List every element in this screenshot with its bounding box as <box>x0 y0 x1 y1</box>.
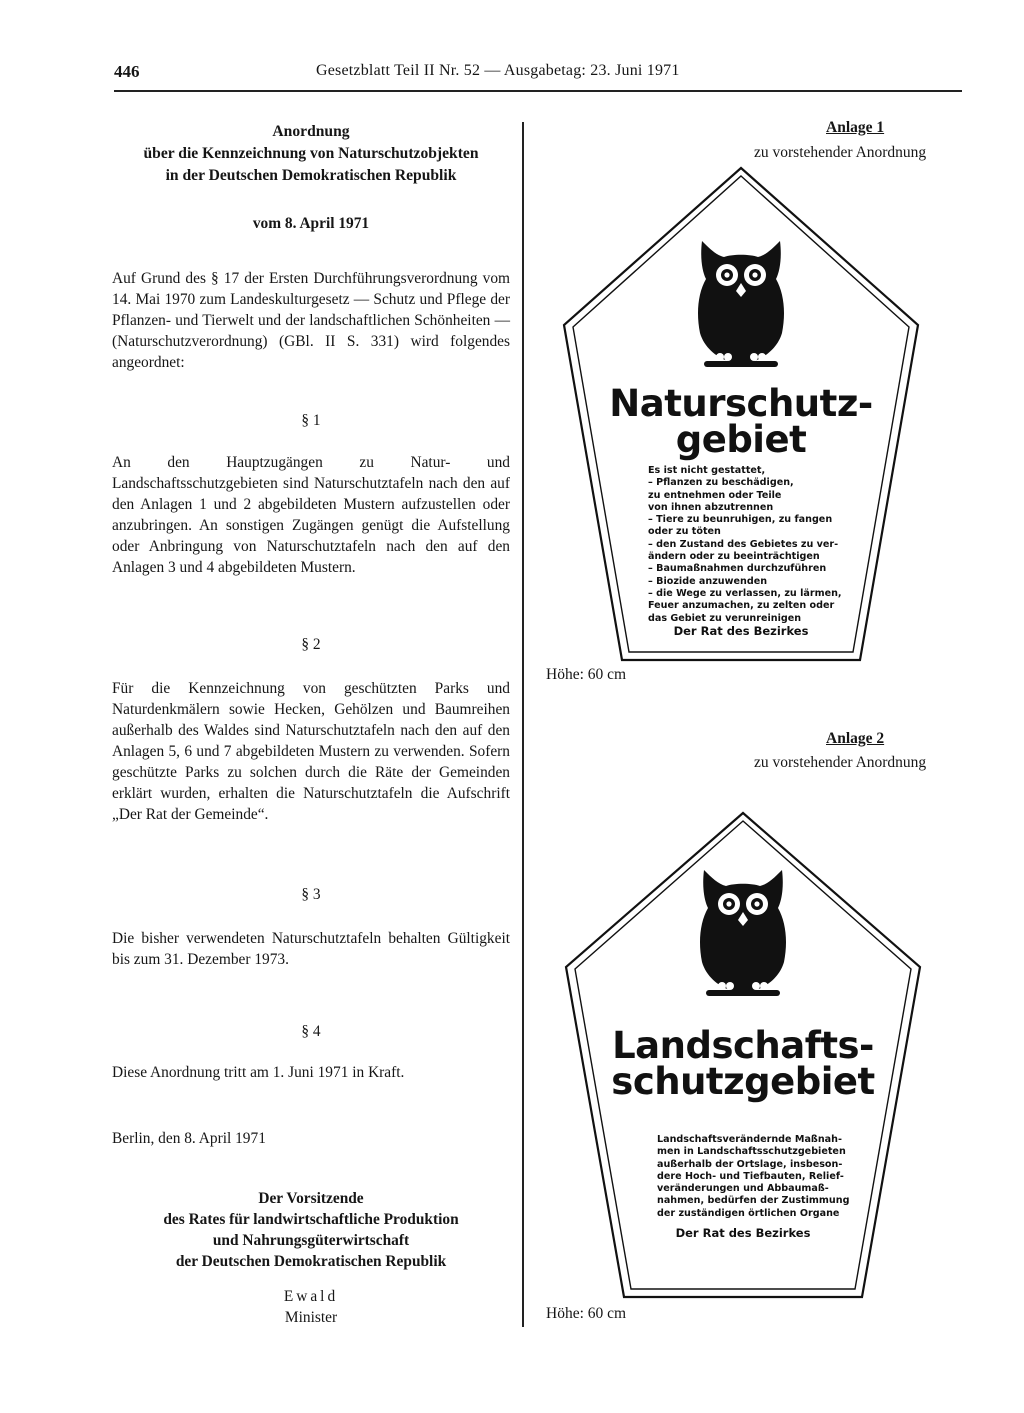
section-text-2: Für die Kennzeichnung von geschützten Parks und Naturdenkmälern sowie Hecken, Gehölzen und Baumreihen außerhalb des Waldes sind Naturschutztafeln nach den auf den Anlagen 5, 6 und 7 abgebildeten Mustern zu verwenden. Sofern geschützte Parks zu solchen durch die Räte der Gemeinden erklärt wurden, erhalten die Naturschutztafeln die Aufschrift „Der Rat der Gemeinde“. <box>112 680 510 823</box>
sign-rules <box>657 1134 857 1220</box>
document-date: vom 8. April 1971 <box>252 215 370 232</box>
signer-name: Ewald <box>283 1288 339 1305</box>
signatory-line: und Nahrungsgüterwirtschaft <box>212 1232 410 1249</box>
header-title: Gesetzblatt Teil II Nr. 52 — Ausgabetag: 23. Juni 1971 <box>316 62 680 79</box>
sign-rule-line: ändern oder zu beeinträchtigen <box>648 551 820 563</box>
sign-title-line-2: schutzgebiet <box>611 1060 875 1103</box>
section-heading-1: § 1 <box>301 412 321 429</box>
header-rule <box>114 90 962 92</box>
title-line: Anordnung <box>272 123 350 140</box>
sign-rule-line: oder zu töten <box>648 526 721 538</box>
sign-title-line-1: Landschafts- <box>612 1024 874 1067</box>
signatory-block <box>112 1188 510 1272</box>
column-divider <box>522 122 524 1327</box>
title-line: in der Deutschen Demokratischen Republik <box>165 167 457 184</box>
section-text-1: An den Hauptzugängen zu Natur- und Landschaftsschutzgebieten sind Naturschutztafeln nach den auf den Anlagen 1 und 2 abgebildeten Mustern aufzustellen oder anzubringen. An sonstigen Zugängen genügt die Aufstellung oder Anbringung von Naturschutztafeln nach den auf den Anlagen 3 und 4 abgebildeten Mustern. <box>112 454 510 576</box>
sign-rule-line: das Gebiet zu verunreinigen <box>648 612 802 624</box>
sign-footer: Der Rat des Bezirkes <box>675 1226 811 1240</box>
place-date: Berlin, den 8. April 1971 <box>112 1130 266 1147</box>
document-title <box>112 121 510 187</box>
sign-rule-line: – Biozide anzuwenden <box>648 575 768 587</box>
nature-reserve-sign <box>560 165 922 665</box>
anlage-1-label: Anlage 1 <box>826 119 885 136</box>
sign-rule-line: nahmen, bedürfen der Zustimmung <box>657 1195 850 1207</box>
sign-rule-line: zu entnehmen oder Teile <box>648 489 782 501</box>
preamble: Auf Grund des § 17 der Ersten Durchführungsverordnung vom 14. Mai 1970 zum Landeskulturgesetz — Schutz und Pflege der Pflanzen- und Tierwelt und der landschaftlichen Schönheiten — (Naturschutzverordnung) (GBl. II S. 331) wird folgendes angeordnet: <box>112 270 510 371</box>
sign-rule-line: Feuer anzumachen, zu zelten oder <box>648 600 835 612</box>
sign-rule-line: Landschaftsverändernde Maßnah- <box>657 1134 842 1145</box>
section-heading-4: § 4 <box>301 1023 321 1040</box>
sign-title-line-1: Naturschutz- <box>609 382 873 425</box>
sign-rule-line: – die Wege zu verlassen, zu lärmen, <box>648 587 842 599</box>
anlage-2-label: Anlage 2 <box>826 730 885 747</box>
sign-footer: Der Rat des Bezirkes <box>673 624 809 638</box>
anlage-1-height: Höhe: 60 cm <box>546 666 627 683</box>
section-heading-2: § 2 <box>301 636 321 653</box>
signatory-line: des Rates für landwirtschaftliche Produktion <box>163 1211 459 1228</box>
signatory-line: Der Vorsitzende <box>258 1190 364 1207</box>
sign-rule-line: dere Hoch- und Tiefbauten, Relief- <box>657 1170 844 1182</box>
section-text-3: Die bisher verwendeten Naturschutztafeln behalten Gültigkeit bis zum 31. Dezember 1973. <box>112 930 510 968</box>
owl-icon <box>696 233 786 373</box>
page-number: 446 <box>114 62 140 81</box>
sign-title-line-2: gebiet <box>675 418 807 461</box>
signatory-line: der Deutschen Demokratischen Republik <box>175 1253 447 1270</box>
section-heading-3: § 3 <box>301 886 321 903</box>
sign-rule-line: der zuständigen örtlichen Organe <box>657 1207 840 1219</box>
sign-rule-line: veränderungen und Abbaumaß- <box>657 1183 829 1195</box>
owl-icon <box>698 862 788 1002</box>
sign-rule-line: – Baumaßnahmen durchzuführen <box>648 563 827 575</box>
sign-rule-line: außerhalb der Ortslage, insbeson- <box>657 1158 843 1170</box>
signer-title: Minister <box>284 1309 338 1326</box>
sign-rule-line: – den Zustand des Gebietes zu ver- <box>648 538 839 550</box>
anlage-2-height: Höhe: 60 cm <box>546 1305 627 1322</box>
landscape-reserve-sign <box>562 810 924 1302</box>
title-line: über die Kennzeichnung von Naturschutzobjekten <box>143 145 479 162</box>
sign-rule-line: – Tiere zu beunruhigen, zu fangen <box>648 514 833 526</box>
section-text-4: Diese Anordnung tritt am 1. Juni 1971 in Kraft. <box>112 1064 405 1081</box>
anlage-1-subtitle: zu vorstehender Anordnung <box>754 144 927 161</box>
sign-rule-line: Es ist nicht gestattet, <box>648 465 766 476</box>
sign-rules <box>648 465 858 625</box>
sign-rule-line: von ihnen abzutrennen <box>648 501 774 513</box>
sign-rule-line: men in Landschaftsschutzgebieten <box>657 1146 846 1158</box>
sign-rule-line: – Pflanzen zu beschädigen, <box>648 477 794 489</box>
anlage-2-subtitle: zu vorstehender Anordnung <box>754 754 927 771</box>
